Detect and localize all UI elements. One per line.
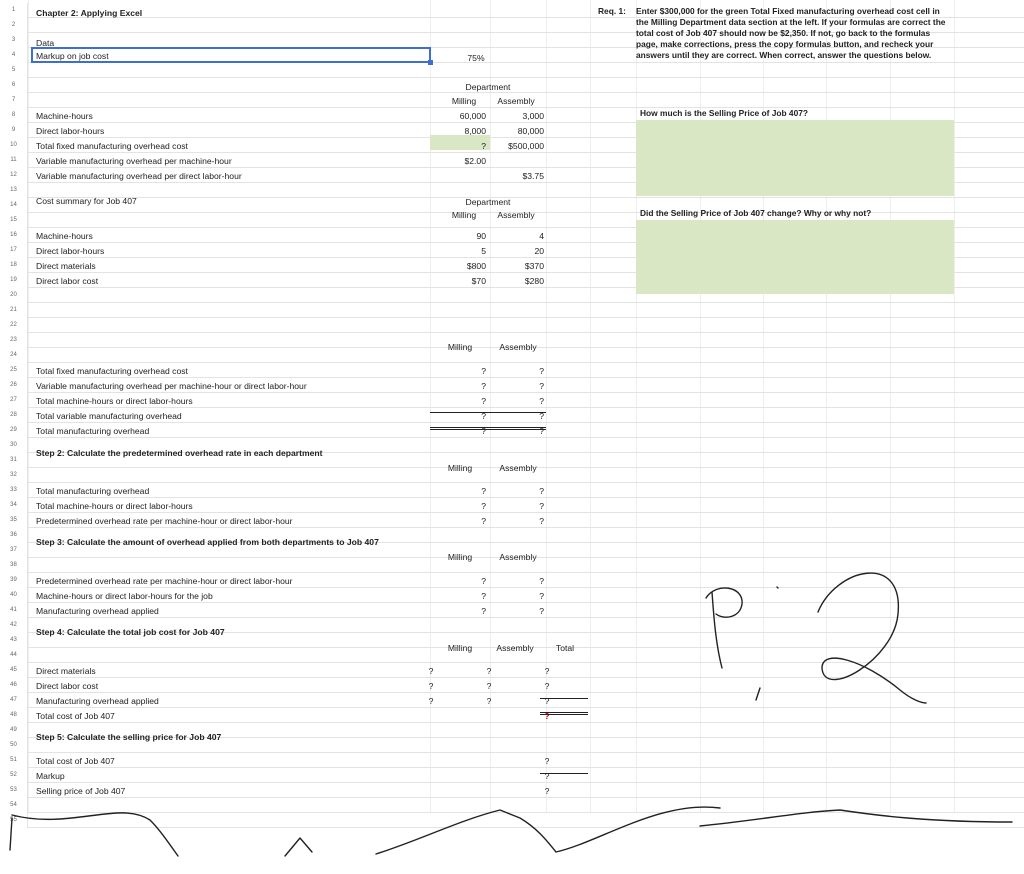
row-number: 32 xyxy=(0,468,28,483)
step4-row-total[interactable]: ? xyxy=(544,696,550,706)
step5-row-total[interactable]: ? xyxy=(544,771,550,781)
step4-assembly-header: Assembly xyxy=(496,643,534,653)
step5-row-label: Total cost of Job 407 xyxy=(36,756,115,766)
step1-row-milling[interactable]: ? xyxy=(481,381,486,391)
req-label: Req. 1: xyxy=(598,6,626,16)
ink-bottom-wave-4 xyxy=(376,807,720,854)
step3-row-milling[interactable]: ? xyxy=(481,606,486,616)
row-number: 44 xyxy=(0,648,28,663)
row-number: 21 xyxy=(0,303,28,318)
row-number: 51 xyxy=(0,753,28,768)
job-row-assembly[interactable]: 20 xyxy=(534,246,544,256)
ink-bottom-wave-1 xyxy=(12,813,178,856)
dept-row-assembly[interactable]: $500,000 xyxy=(508,141,544,151)
step5-row-label: Selling price of Job 407 xyxy=(36,786,126,796)
step1-row-label: Variable manufacturing overhead per machine-hour or direct labor-hour xyxy=(36,381,307,391)
row-number: 31 xyxy=(0,453,28,468)
row-number: 4 xyxy=(0,48,28,63)
step2-row-milling[interactable]: ? xyxy=(481,516,486,526)
job-row-label: Machine-hours xyxy=(36,231,93,241)
row-number: 42 xyxy=(0,618,28,633)
row-number: 30 xyxy=(0,438,28,453)
job-row-assembly[interactable]: 4 xyxy=(539,231,544,241)
page-title: Chapter 2: Applying Excel xyxy=(36,8,143,18)
dept-row-assembly[interactable]: $3.75 xyxy=(522,171,544,181)
job-summary-label: Cost summary for Job 407 xyxy=(36,196,137,206)
row-number: 14 xyxy=(0,198,28,213)
job-row-milling[interactable]: 5 xyxy=(481,246,486,256)
step2-row-label: Predetermined overhead rate per machine-hour or direct labor-hour xyxy=(36,516,293,526)
step1-row-milling[interactable]: ? xyxy=(481,426,486,436)
dept-row-assembly[interactable]: 3,000 xyxy=(522,111,544,121)
step1-row-label: Total machine-hours or direct labor-hours xyxy=(36,396,193,406)
row-number: 8 xyxy=(0,108,28,123)
row-number: 45 xyxy=(0,663,28,678)
step4-row-milling[interactable]: ? xyxy=(486,666,492,676)
job-row-assembly[interactable]: $370 xyxy=(524,261,544,271)
row-number: 13 xyxy=(0,183,28,198)
row-number: 1 xyxy=(0,3,28,18)
step3-row-label: Manufacturing overhead applied xyxy=(36,606,159,616)
row-number: 43 xyxy=(0,633,28,648)
step5-row-total[interactable]: ? xyxy=(544,756,550,766)
markup-value[interactable]: 75% xyxy=(467,53,485,63)
step4-row-milling[interactable]: ? xyxy=(486,681,492,691)
job-dept-header: Department xyxy=(465,197,511,207)
row-number: 17 xyxy=(0,243,28,258)
row-number: 3 xyxy=(0,33,28,48)
step2-row-milling[interactable]: ? xyxy=(481,501,486,511)
step3-row-milling[interactable]: ? xyxy=(481,591,486,601)
step4-row-pre[interactable]: ? xyxy=(428,696,434,706)
row-number: 47 xyxy=(0,693,28,708)
step1-row-label: Total fixed manufacturing overhead cost xyxy=(36,366,188,376)
ink-bottom-wave-3 xyxy=(285,838,312,856)
job-milling-header: Milling xyxy=(451,210,477,220)
ink-bottom-wave-5 xyxy=(700,810,1012,826)
step4-milling-header: Milling xyxy=(447,643,473,653)
row-number: 38 xyxy=(0,558,28,573)
row-number: 36 xyxy=(0,528,28,543)
job-row-label: Direct labor-hours xyxy=(36,246,105,256)
row-number: 50 xyxy=(0,738,28,753)
step4-row-label: Total cost of Job 407 xyxy=(36,711,115,721)
job-row-label: Direct labor cost xyxy=(36,276,99,286)
dept-row-label: Total fixed manufacturing overhead cost xyxy=(36,141,188,151)
row-number: 12 xyxy=(0,168,28,183)
row-number: 27 xyxy=(0,393,28,408)
step1-row-label: Total manufacturing overhead xyxy=(36,426,150,436)
row-number: 10 xyxy=(0,138,28,153)
data-header: Data xyxy=(36,38,55,48)
step4-title: Step 4: Calculate the total job cost for Job 407 xyxy=(36,627,225,637)
ink-bottom-wave-2 xyxy=(10,818,12,850)
step3-milling-header: Milling xyxy=(447,552,473,562)
question-selling-price: How much is the Selling Price of Job 407? xyxy=(640,108,809,118)
step1-row-assembly[interactable]: ? xyxy=(539,411,544,421)
step1-row-milling[interactable]: ? xyxy=(481,396,486,406)
step2-row-assembly[interactable]: ? xyxy=(539,516,544,526)
dept-milling-header: Milling xyxy=(451,96,477,106)
dept-row-label: Machine-hours xyxy=(36,111,93,121)
row-number: 16 xyxy=(0,228,28,243)
row-number: 55 xyxy=(0,813,28,828)
dept-row-milling[interactable]: ? xyxy=(481,141,486,151)
step3-row-label: Machine-hours or direct labor-hours for the job xyxy=(36,591,213,601)
row-number: 9 xyxy=(0,123,28,138)
step3-row-label: Predetermined overhead rate per machine-hour or direct labor-hour xyxy=(36,576,293,586)
row-number: 5 xyxy=(0,63,28,78)
row-number: 54 xyxy=(0,798,28,813)
row-number: 20 xyxy=(0,288,28,303)
step2-row-label: Total manufacturing overhead xyxy=(36,486,150,496)
step4-row-total[interactable]: ? xyxy=(544,681,550,691)
step4-row-pre[interactable]: ? xyxy=(428,666,434,676)
dept-row-milling[interactable]: 8,000 xyxy=(464,126,486,136)
step2-row-label: Total machine-hours or direct labor-hours xyxy=(36,501,193,511)
row-number: 37 xyxy=(0,543,28,558)
job-assembly-header: Assembly xyxy=(497,210,535,220)
row-number: 25 xyxy=(0,363,28,378)
job-row-milling[interactable]: 90 xyxy=(476,231,486,241)
step2-milling-header: Milling xyxy=(447,463,473,473)
row-number: 19 xyxy=(0,273,28,288)
row-number: 6 xyxy=(0,78,28,93)
step1-row-label: Total variable manufacturing overhead xyxy=(36,411,182,421)
step5-title: Step 5: Calculate the selling price for Job 407 xyxy=(36,732,222,742)
step4-row-pre[interactable]: ? xyxy=(428,681,434,691)
step1-assembly-header: Assembly xyxy=(499,342,537,352)
row-number: 33 xyxy=(0,483,28,498)
row-number: 41 xyxy=(0,603,28,618)
dept-header: Department xyxy=(465,82,511,92)
job-row-milling[interactable]: $800 xyxy=(466,261,486,271)
row-number: 2 xyxy=(0,18,28,33)
dept-row-label: Variable manufacturing overhead per machine-hour xyxy=(36,156,232,166)
row-number: 23 xyxy=(0,333,28,348)
step1-row-milling[interactable]: ? xyxy=(481,411,486,421)
row-number: 18 xyxy=(0,258,28,273)
ink-digit-two xyxy=(818,573,926,703)
step1-row-milling[interactable]: ? xyxy=(481,366,486,376)
step2-row-assembly[interactable]: ? xyxy=(539,501,544,511)
row-number: 22 xyxy=(0,318,28,333)
step5-row-total[interactable]: ? xyxy=(544,786,550,796)
step3-row-assembly[interactable]: ? xyxy=(539,591,544,601)
row-number: 24 xyxy=(0,348,28,363)
step3-assembly-header: Assembly xyxy=(499,552,537,562)
row-number: 48 xyxy=(0,708,28,723)
dept-assembly-header: Assembly xyxy=(497,96,535,106)
step2-row-assembly[interactable]: ? xyxy=(539,486,544,496)
step4-row-total[interactable]: ? xyxy=(544,711,550,721)
dept-row-label: Variable manufacturing overhead per direct labor-hour xyxy=(36,171,242,181)
step2-assembly-header: Assembly xyxy=(499,463,537,473)
step5-row-label: Markup xyxy=(36,771,65,781)
row-number: 52 xyxy=(0,768,28,783)
question-price-change: Did the Selling Price of Job 407 change? Why or why not? xyxy=(640,208,872,218)
job-row-assembly[interactable]: $280 xyxy=(524,276,544,286)
step2-row-milling[interactable]: ? xyxy=(481,486,486,496)
row-number: 39 xyxy=(0,573,28,588)
step1-row-assembly[interactable]: ? xyxy=(539,366,544,376)
step1-milling-header: Milling xyxy=(447,342,473,352)
dept-row-milling[interactable]: 60,000 xyxy=(459,111,486,121)
row-number: 46 xyxy=(0,678,28,693)
step1-row-assembly[interactable]: ? xyxy=(539,426,544,436)
ink-tick xyxy=(756,688,760,700)
step4-total-header: Total xyxy=(555,643,575,653)
ink-letter-p xyxy=(706,588,742,668)
step4-row-milling[interactable]: ? xyxy=(486,696,492,706)
step4-row-total[interactable]: ? xyxy=(544,666,550,676)
step3-row-milling[interactable]: ? xyxy=(481,576,486,586)
step3-title: Step 3: Calculate the amount of overhead applied from both departments to Job 407 xyxy=(36,537,379,547)
step4-row-label: Direct labor cost xyxy=(36,681,99,691)
step3-row-assembly[interactable]: ? xyxy=(539,606,544,616)
step1-row-assembly[interactable]: ? xyxy=(539,381,544,391)
dept-row-label: Direct labor-hours xyxy=(36,126,105,136)
markup-label: Markup on job cost xyxy=(36,51,109,61)
row-number: 29 xyxy=(0,423,28,438)
row-number: 40 xyxy=(0,588,28,603)
req-instructions: Enter $300,000 for the green Total Fixed manufacturing overhead cost cell in the Milling Department data section at the left. If your formulas are correct the total cost of Job 407 should now be $2,350. If not, go back to the formulas page, make corrections, press the copy formulas button, and recheck your answers until they are correct. When correct, answer the questions below. xyxy=(636,6,946,60)
job-row-milling[interactable]: $70 xyxy=(471,276,486,286)
row-number: 35 xyxy=(0,513,28,528)
row-number: 11 xyxy=(0,153,28,168)
step1-row-assembly[interactable]: ? xyxy=(539,396,544,406)
dept-row-milling[interactable]: $2.00 xyxy=(464,156,486,166)
step4-row-label: Manufacturing overhead applied xyxy=(36,696,159,706)
row-number: 15 xyxy=(0,213,28,228)
row-number: 7 xyxy=(0,93,28,108)
row-number: 53 xyxy=(0,783,28,798)
step2-title: Step 2: Calculate the predetermined overhead rate in each department xyxy=(36,448,323,458)
row-number: 28 xyxy=(0,408,28,423)
job-row-label: Direct materials xyxy=(36,261,96,271)
step3-row-assembly[interactable]: ? xyxy=(539,576,544,586)
row-number: 34 xyxy=(0,498,28,513)
row-number: 26 xyxy=(0,378,28,393)
step4-row-label: Direct materials xyxy=(36,666,96,676)
ink-dot xyxy=(777,587,778,588)
dept-row-assembly[interactable]: 80,000 xyxy=(517,126,544,136)
row-number: 49 xyxy=(0,723,28,738)
